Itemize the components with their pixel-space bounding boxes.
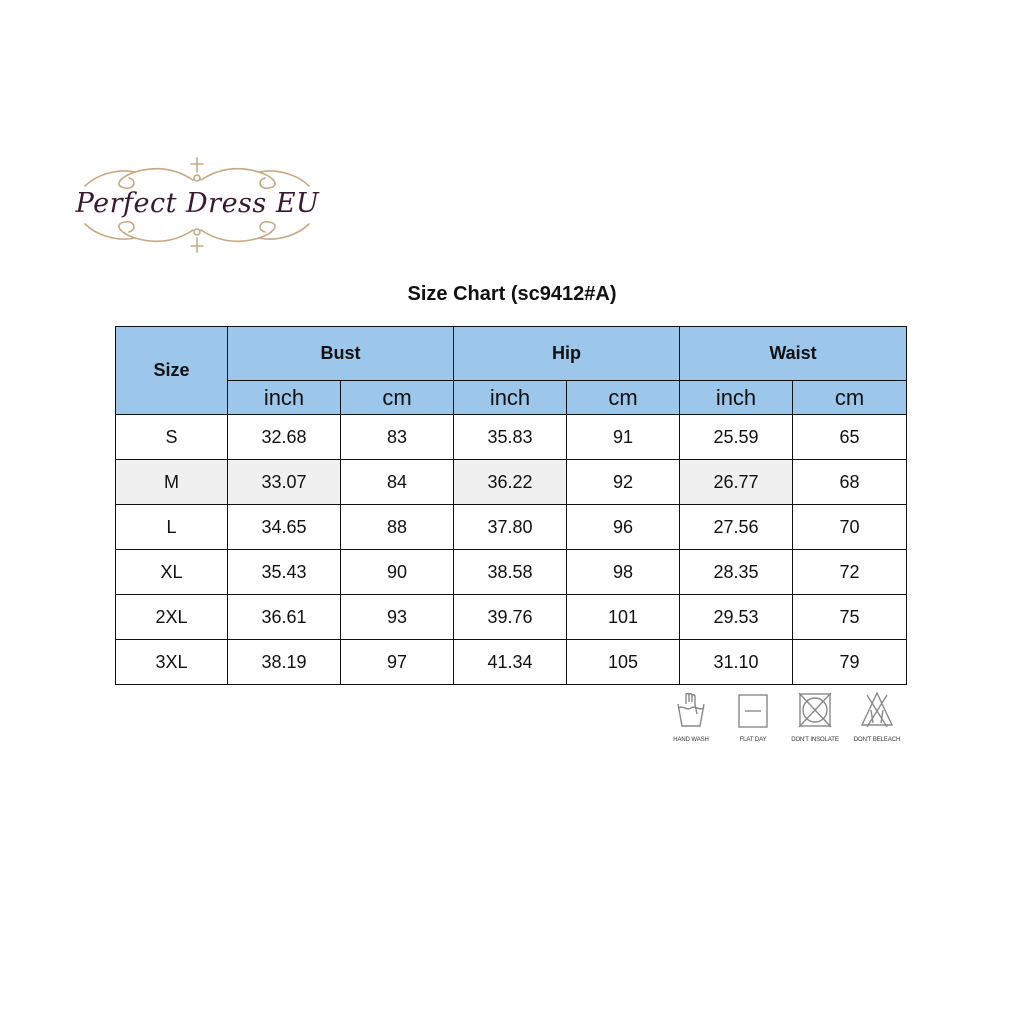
column-header-waist: Waist bbox=[680, 327, 907, 381]
size-cell: L bbox=[116, 505, 228, 550]
brand-logo bbox=[75, 150, 320, 260]
size-cell: 2XL bbox=[116, 595, 228, 640]
table-cell: 41.34 bbox=[454, 640, 567, 685]
size-cell: 3XL bbox=[116, 640, 228, 685]
table-cell: 36.61 bbox=[228, 595, 341, 640]
page-title: Size Chart (sc9412#A) bbox=[407, 283, 617, 305]
table-cell: 101 bbox=[567, 595, 680, 640]
table-cell: 72 bbox=[793, 550, 907, 595]
table-cell: 29.53 bbox=[680, 595, 793, 640]
table-cell: 38.19 bbox=[228, 640, 341, 685]
table-cell: 65 bbox=[793, 415, 907, 460]
care-item-hand-wash bbox=[661, 690, 721, 743]
table-cell: 75 bbox=[793, 595, 907, 640]
do-not-tumble-icon bbox=[796, 690, 834, 730]
unit-header: inch bbox=[680, 381, 793, 415]
column-header-hip: Hip bbox=[454, 327, 680, 381]
table-cell: 91 bbox=[567, 415, 680, 460]
unit-header: cm bbox=[793, 381, 907, 415]
table-row bbox=[116, 595, 907, 640]
table-cell: 79 bbox=[793, 640, 907, 685]
care-item-do-not-tumble bbox=[785, 690, 845, 743]
table-row bbox=[116, 550, 907, 595]
table-cell: 97 bbox=[341, 640, 454, 685]
brand-logo-text: Perfect Dress EU bbox=[75, 188, 320, 219]
table-cell: 98 bbox=[567, 550, 680, 595]
care-item-flat-dry bbox=[723, 690, 783, 743]
table-cell: 38.58 bbox=[454, 550, 567, 595]
unit-header: cm bbox=[567, 381, 680, 415]
unit-header: cm bbox=[341, 381, 454, 415]
care-label: HAND WASH bbox=[673, 737, 709, 743]
table-cell: 90 bbox=[341, 550, 454, 595]
size-cell: XL bbox=[116, 550, 228, 595]
table-row bbox=[116, 640, 907, 685]
unit-header: inch bbox=[454, 381, 567, 415]
table-cell: 70 bbox=[793, 505, 907, 550]
size-cell: M bbox=[116, 460, 228, 505]
table-row bbox=[116, 505, 907, 550]
table-row bbox=[116, 415, 907, 460]
care-label: DON'T INSOLATE bbox=[791, 737, 839, 743]
table-cell: 93 bbox=[341, 595, 454, 640]
hand-wash-icon bbox=[674, 690, 708, 730]
care-label: FLAT DAY bbox=[739, 737, 767, 743]
table-cell: 105 bbox=[567, 640, 680, 685]
care-item-do-not-bleach bbox=[847, 690, 907, 743]
table-cell: 84 bbox=[341, 460, 454, 505]
table-cell: 26.77 bbox=[680, 460, 793, 505]
table-cell: 25.59 bbox=[680, 415, 793, 460]
table-cell: 36.22 bbox=[454, 460, 567, 505]
table-row bbox=[116, 460, 907, 505]
table-cell: 35.43 bbox=[228, 550, 341, 595]
table-cell: 37.80 bbox=[454, 505, 567, 550]
table-cell: 39.76 bbox=[454, 595, 567, 640]
table-cell: 83 bbox=[341, 415, 454, 460]
table-cell: 96 bbox=[567, 505, 680, 550]
table-cell: 33.07 bbox=[228, 460, 341, 505]
size-chart-table bbox=[115, 326, 907, 685]
unit-header: inch bbox=[228, 381, 341, 415]
table-cell: 28.35 bbox=[680, 550, 793, 595]
column-header-size: Size bbox=[116, 327, 228, 415]
table-cell: 31.10 bbox=[680, 640, 793, 685]
do-not-bleach-icon bbox=[859, 690, 895, 730]
table-cell: 35.83 bbox=[454, 415, 567, 460]
table-cell: 92 bbox=[567, 460, 680, 505]
table-cell: 88 bbox=[341, 505, 454, 550]
table-cell: 27.56 bbox=[680, 505, 793, 550]
flat-dry-icon bbox=[736, 690, 770, 730]
table-cell: 32.68 bbox=[228, 415, 341, 460]
table-cell: 34.65 bbox=[228, 505, 341, 550]
table-cell: 68 bbox=[793, 460, 907, 505]
care-label: DON'T BELEACH bbox=[853, 737, 901, 743]
column-header-bust: Bust bbox=[228, 327, 454, 381]
size-cell: S bbox=[116, 415, 228, 460]
